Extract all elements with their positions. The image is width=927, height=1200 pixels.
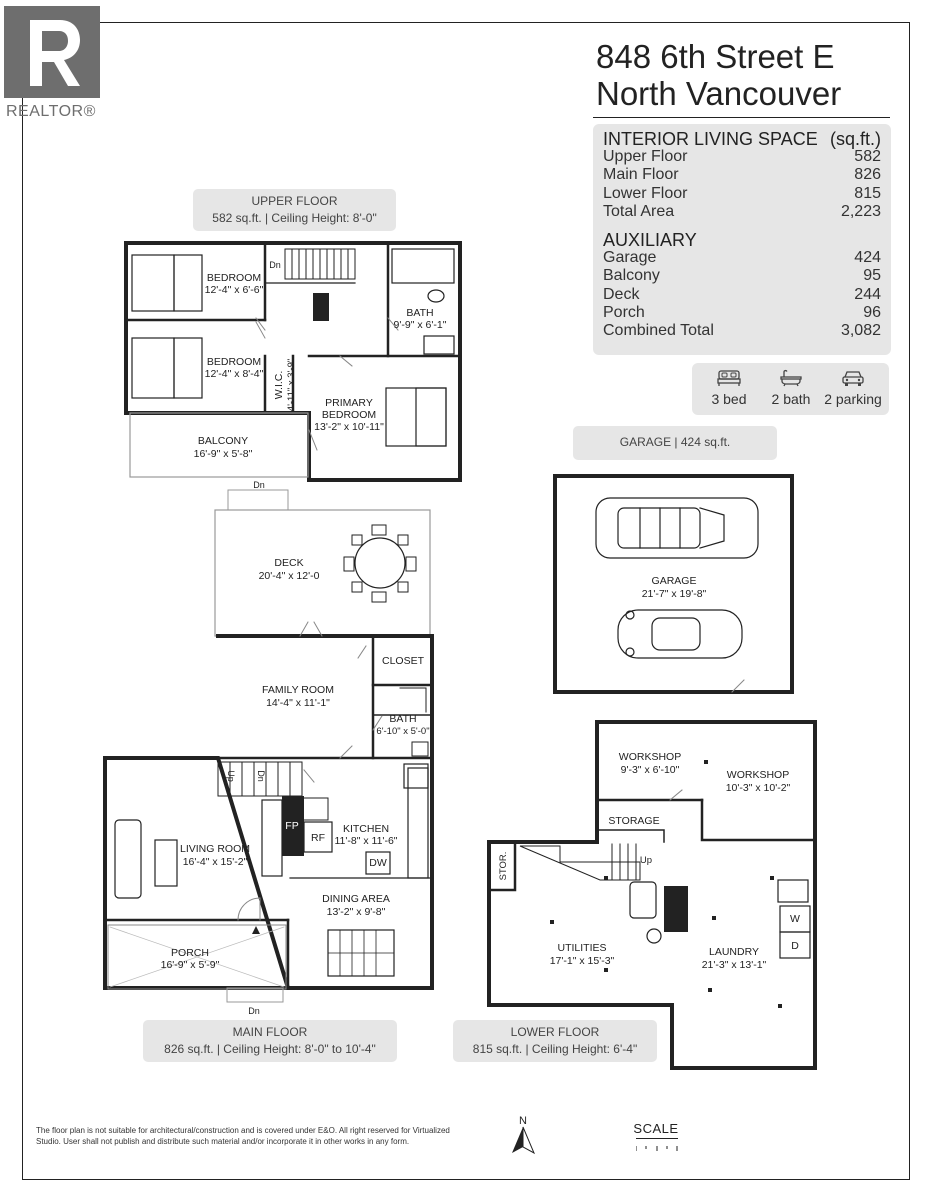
area-value: 3,082 — [840, 322, 881, 340]
area-label: Combined Total — [603, 322, 714, 340]
auxiliary-title: AUXILIARY — [603, 230, 697, 251]
realtor-logo-text: REALTOR® — [6, 103, 96, 120]
room-name: PRIMARY — [325, 397, 373, 409]
area-label: Upper Floor — [603, 148, 688, 166]
room-size: 20'-4" x 12'-0 — [258, 570, 320, 582]
room-name: UTILITIES — [557, 942, 607, 954]
room-size: 10'-3" x 10'-2" — [725, 782, 791, 794]
interior-title: INTERIOR LIVING SPACE — [603, 129, 818, 149]
room-name: BEDROOM — [321, 409, 377, 421]
room-name: PORCH — [171, 947, 209, 959]
dishwasher-label: DW — [369, 857, 387, 869]
stair-label: Dn — [256, 770, 266, 782]
room-size: 14'-4" x 11'-1" — [266, 697, 330, 709]
room-size: 13'-2" x 9'-8" — [326, 906, 386, 918]
floor-detail: 582 sq.ft. | Ceiling Height: 8'-0" — [212, 211, 377, 225]
room-name: GARAGE — [651, 575, 697, 587]
room-size: 16'-9" x 5'-8" — [193, 448, 253, 460]
area-label: Porch — [603, 303, 645, 321]
area-label: Garage — [603, 249, 657, 267]
area-value: 95 — [863, 267, 881, 285]
area-value: 582 — [854, 148, 881, 166]
stair-label: Up — [639, 855, 653, 866]
floor-title: UPPER FLOOR — [251, 194, 338, 208]
area-label: Main Floor — [603, 166, 679, 184]
area-value: 244 — [854, 285, 881, 303]
room-size: 13'-2" x 10'-11" — [314, 421, 384, 433]
room-name: STORAGE — [608, 815, 660, 827]
room-name: FAMILY ROOM — [262, 684, 334, 696]
room-name: LIVING ROOM — [179, 843, 251, 855]
floor-title: GARAGE | 424 sq.ft. — [619, 435, 731, 449]
area-value: 96 — [863, 303, 881, 321]
stair-label: Up — [226, 770, 236, 782]
room-size: 16'-4" x 15'-2" — [182, 856, 248, 868]
disclaimer: The floor plan is not suitable for architectural/construction and is covered under E&O. All right reserved for Virtualized Studio. User shall not publish and distribute such material and/or incorporate it in other works in any form. — [36, 1126, 450, 1146]
feature-label: 3 bed — [711, 391, 747, 407]
address-line-2: North Vancouver — [596, 75, 842, 112]
room-name: DINING AREA — [322, 893, 390, 905]
stair-label: Dn — [269, 260, 281, 270]
area-value: 2,223 — [840, 202, 881, 220]
room-size: 12'-4" x 6'-6" — [204, 284, 264, 296]
address-line-1: 848 6th Street E — [596, 38, 835, 75]
room-size: 6'-10" x 5'-0" — [376, 726, 430, 737]
room-name: BEDROOM — [206, 356, 262, 368]
room-size: 4'-11" x 3'-9" — [286, 358, 297, 412]
room-size: 21'-7" x 19'-8" — [641, 588, 707, 600]
scale-label: SCALE — [633, 1121, 679, 1136]
room-name: LAUNDRY — [709, 946, 759, 958]
room-size: 9'-3" x 6'-10" — [620, 764, 680, 776]
area-label: Deck — [603, 285, 640, 303]
fireplace-label: FP — [285, 820, 299, 832]
dryer-label: D — [791, 940, 799, 952]
room-name: WORKSHOP — [618, 751, 682, 763]
room-name: WORKSHOP — [726, 769, 790, 781]
deck-plan — [215, 490, 430, 636]
area-label: Lower Floor — [603, 184, 688, 202]
interior-unit: (sq.ft.) — [829, 129, 881, 149]
floor-detail: 815 sq.ft. | Ceiling Height: 6'-4" — [472, 1042, 638, 1056]
feature-label: 2 bath — [771, 391, 811, 407]
room-name: BATH — [406, 307, 434, 319]
north-arrow-icon — [508, 1113, 538, 1157]
scale-bar — [636, 1138, 678, 1144]
room-name: BEDROOM — [206, 272, 262, 284]
fridge-label: RF — [311, 832, 325, 844]
feature-label: 2 parking — [824, 391, 882, 407]
room-size: 21'-3" x 13'-1" — [701, 959, 767, 971]
stair-label: Dn — [253, 480, 265, 490]
room-size: 16'-9" x 5'-9" — [160, 959, 220, 971]
stair-label: Dn — [248, 1006, 260, 1016]
area-label: Balcony — [603, 267, 660, 285]
floor-title: LOWER FLOOR — [510, 1025, 600, 1039]
room-name: CLOSET — [381, 655, 425, 667]
floor-title: MAIN FLOOR — [232, 1025, 308, 1039]
room-name: DECK — [274, 557, 304, 569]
room-name: STOR. — [498, 851, 509, 881]
room-size: 17'-1" x 15'-3" — [549, 955, 615, 967]
north-label: N — [519, 1115, 527, 1127]
main-floor-plan — [105, 622, 432, 1002]
room-name: BATH — [389, 713, 417, 725]
room-size: 11'-8" x 11'-6" — [334, 835, 398, 847]
room-size: 9'-9" x 6'-1" — [393, 319, 447, 331]
room-size: 12'-4" x 8'-4" — [204, 368, 264, 380]
floor-detail: 826 sq.ft. | Ceiling Height: 8'-0" to 10'-4" — [164, 1042, 376, 1056]
room-name: W.I.C. — [273, 370, 285, 400]
area-value: 815 — [854, 184, 881, 202]
area-value: 826 — [854, 166, 881, 184]
area-value: 424 — [854, 249, 881, 267]
area-label: Total Area — [603, 202, 675, 220]
washer-label: W — [790, 913, 800, 925]
room-name: BALCONY — [197, 435, 249, 447]
room-name: KITCHEN — [342, 823, 390, 835]
